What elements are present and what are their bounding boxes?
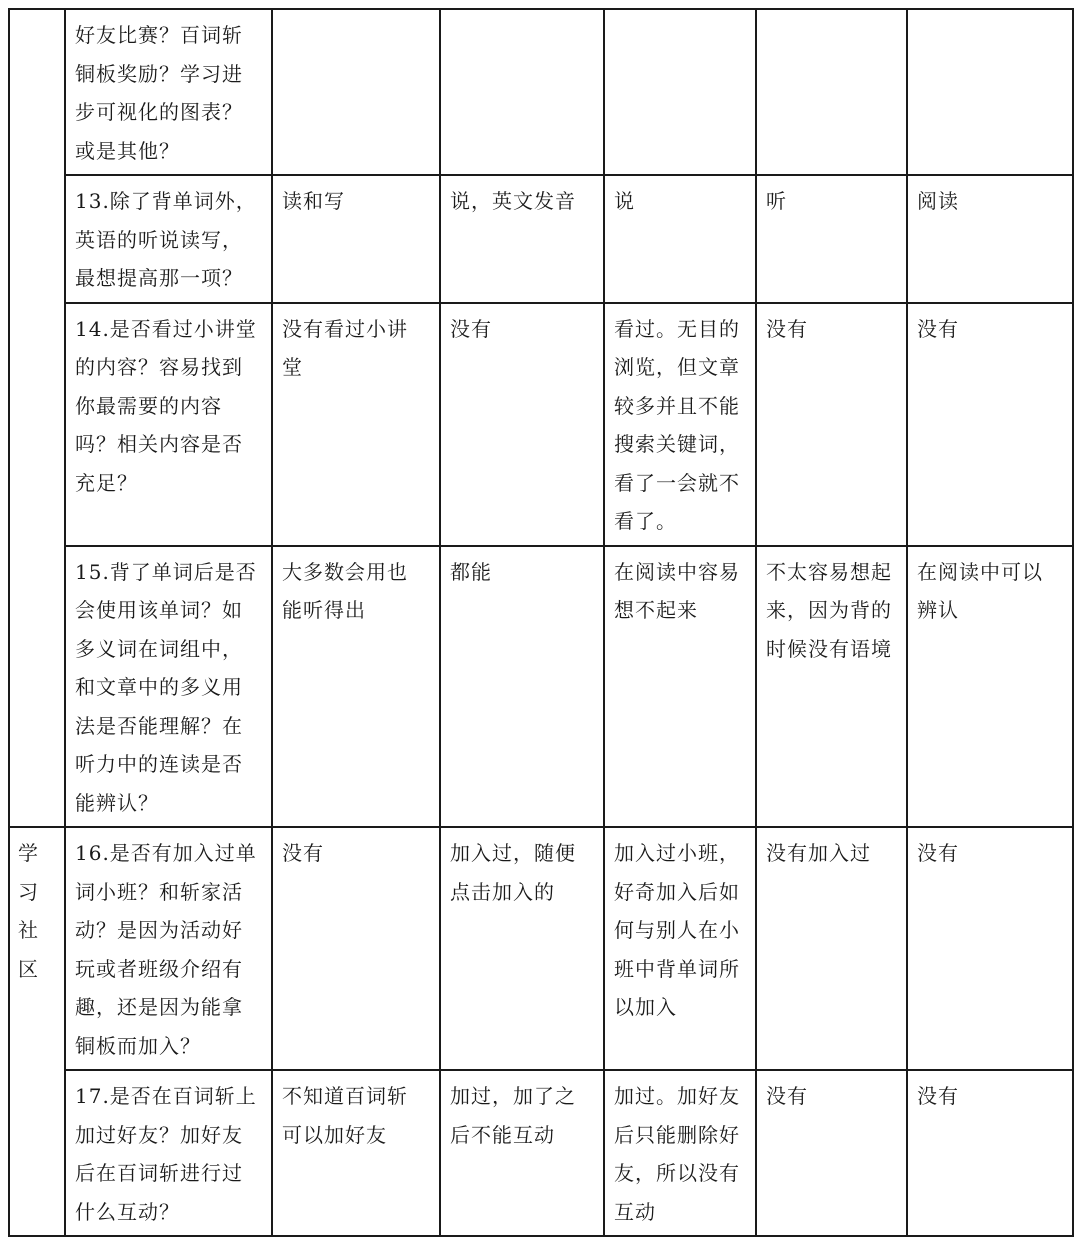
- answer-cell: [440, 1070, 604, 1236]
- table-row: [9, 546, 1073, 828]
- answer-cell: [272, 175, 440, 303]
- answer-text: 没有: [766, 1084, 808, 1108]
- answer-text: 在阅读中可以 辨认: [917, 559, 1043, 622]
- question-text: 13.除了背单词外， 英语的听说读写， 最想提高那一项？: [75, 189, 257, 290]
- table-row: [9, 9, 1073, 175]
- answer-text: 没有: [766, 316, 808, 341]
- category-char: 学: [18, 841, 39, 865]
- answer-cell: [756, 546, 907, 828]
- answer-cell: [604, 827, 756, 1070]
- category-cell-learning-community: [9, 827, 65, 1236]
- answer-cell: [907, 546, 1073, 828]
- answer-cell: [756, 303, 907, 546]
- answer-cell: [604, 546, 756, 828]
- answer-cell: [907, 303, 1073, 546]
- question-cell: [65, 303, 272, 546]
- answer-cell: [907, 175, 1073, 303]
- answer-text: 不太容易想起 来，因为背的 时候没有语境: [766, 559, 892, 661]
- answer-text: 听: [766, 189, 787, 213]
- answer-text: 大多数会用也 能听得出: [282, 559, 408, 622]
- answer-text: 加过，加了之 后不能互动: [450, 1084, 576, 1147]
- answer-text: 没有: [450, 316, 492, 341]
- answer-cell: [440, 9, 604, 175]
- answer-cell: [272, 9, 440, 175]
- answer-text: 没有: [917, 841, 959, 865]
- question-text: 15.背了单词后是否 会使用该单词？如 多义词在词组中， 和文章中的多义用 法是否能理解？在 听力中的连读是否 能辨认？: [75, 559, 257, 815]
- answer-cell: [272, 546, 440, 828]
- answer-cell: [756, 1070, 907, 1236]
- answer-cell: [272, 303, 440, 546]
- answer-text: 没有: [917, 316, 959, 341]
- answer-cell: [604, 9, 756, 175]
- answer-cell: [756, 175, 907, 303]
- question-cell: [65, 175, 272, 303]
- question-cell: [65, 827, 272, 1070]
- answer-text: 加过。加好友 后只能删除好 友，所以没有 互动: [614, 1084, 740, 1224]
- answer-cell: [756, 9, 907, 175]
- answer-text: 没有: [917, 1084, 959, 1108]
- answer-text: 读和写: [282, 189, 345, 213]
- answer-text: 加入过小班， 好奇加入后如 何与别人在小 班中背单词所 以加入: [614, 841, 740, 1019]
- table-row: [9, 175, 1073, 303]
- answer-text: 都能: [450, 559, 492, 584]
- answer-text: 说: [614, 189, 635, 213]
- answer-cell: [440, 827, 604, 1070]
- answer-cell: [440, 546, 604, 828]
- answer-text: 不知道百词斩 可以加好友: [282, 1084, 408, 1147]
- category-char: 区: [18, 956, 39, 981]
- question-text: 17.是否在百词斩上 加过好友？加好友 后在百词斩进行过 什么互动？: [75, 1084, 257, 1224]
- answer-cell: [756, 827, 907, 1070]
- question-text: 14.是否看过小讲堂 的内容？容易找到 你最需要的内容 吗？相关内容是否 充足？: [75, 316, 257, 495]
- table-row: [9, 827, 1073, 1070]
- answer-text: 加入过，随便 点击加入的: [450, 841, 576, 904]
- category-char: 社: [18, 918, 39, 942]
- answer-cell: [272, 1070, 440, 1236]
- category-char: 习: [18, 879, 39, 904]
- answer-cell: [604, 1070, 756, 1236]
- answer-text: 在阅读中容易 想不起来: [614, 559, 740, 622]
- table-row: [9, 303, 1073, 546]
- answer-cell: [440, 303, 604, 546]
- survey-table: [8, 8, 1074, 1237]
- answer-cell: [272, 827, 440, 1070]
- answer-cell: [440, 175, 604, 303]
- question-text: 16.是否有加入过单 词小班？和斩家活 动？是因为活动好 玩或者班级介绍有 趣，还是因为能拿 铜板而加入？: [75, 841, 257, 1058]
- category-cell-previous: [9, 9, 65, 827]
- answer-cell: [604, 303, 756, 546]
- answer-text: 没有加入过: [766, 841, 871, 865]
- question-cell: [65, 1070, 272, 1236]
- answer-text: 看过。无目的 浏览，但文章 较多并且不能 搜索关键词， 看了一会就不 看了。: [614, 316, 740, 533]
- question-text: 好友比赛？百词斩 铜板奖励？学习进 步可视化的图表？ 或是其他？: [75, 23, 243, 163]
- answer-cell: [604, 175, 756, 303]
- question-cell: [65, 9, 272, 175]
- answer-text: 说，英文发音: [450, 189, 576, 213]
- answer-cell: [907, 9, 1073, 175]
- question-cell: [65, 546, 272, 828]
- table-row: [9, 1070, 1073, 1236]
- answer-text: 没有看过小讲 堂: [282, 316, 408, 379]
- answer-cell: [907, 1070, 1073, 1236]
- answer-text: 没有: [282, 841, 324, 865]
- answer-cell: [907, 827, 1073, 1070]
- answer-text: 阅读: [917, 189, 959, 213]
